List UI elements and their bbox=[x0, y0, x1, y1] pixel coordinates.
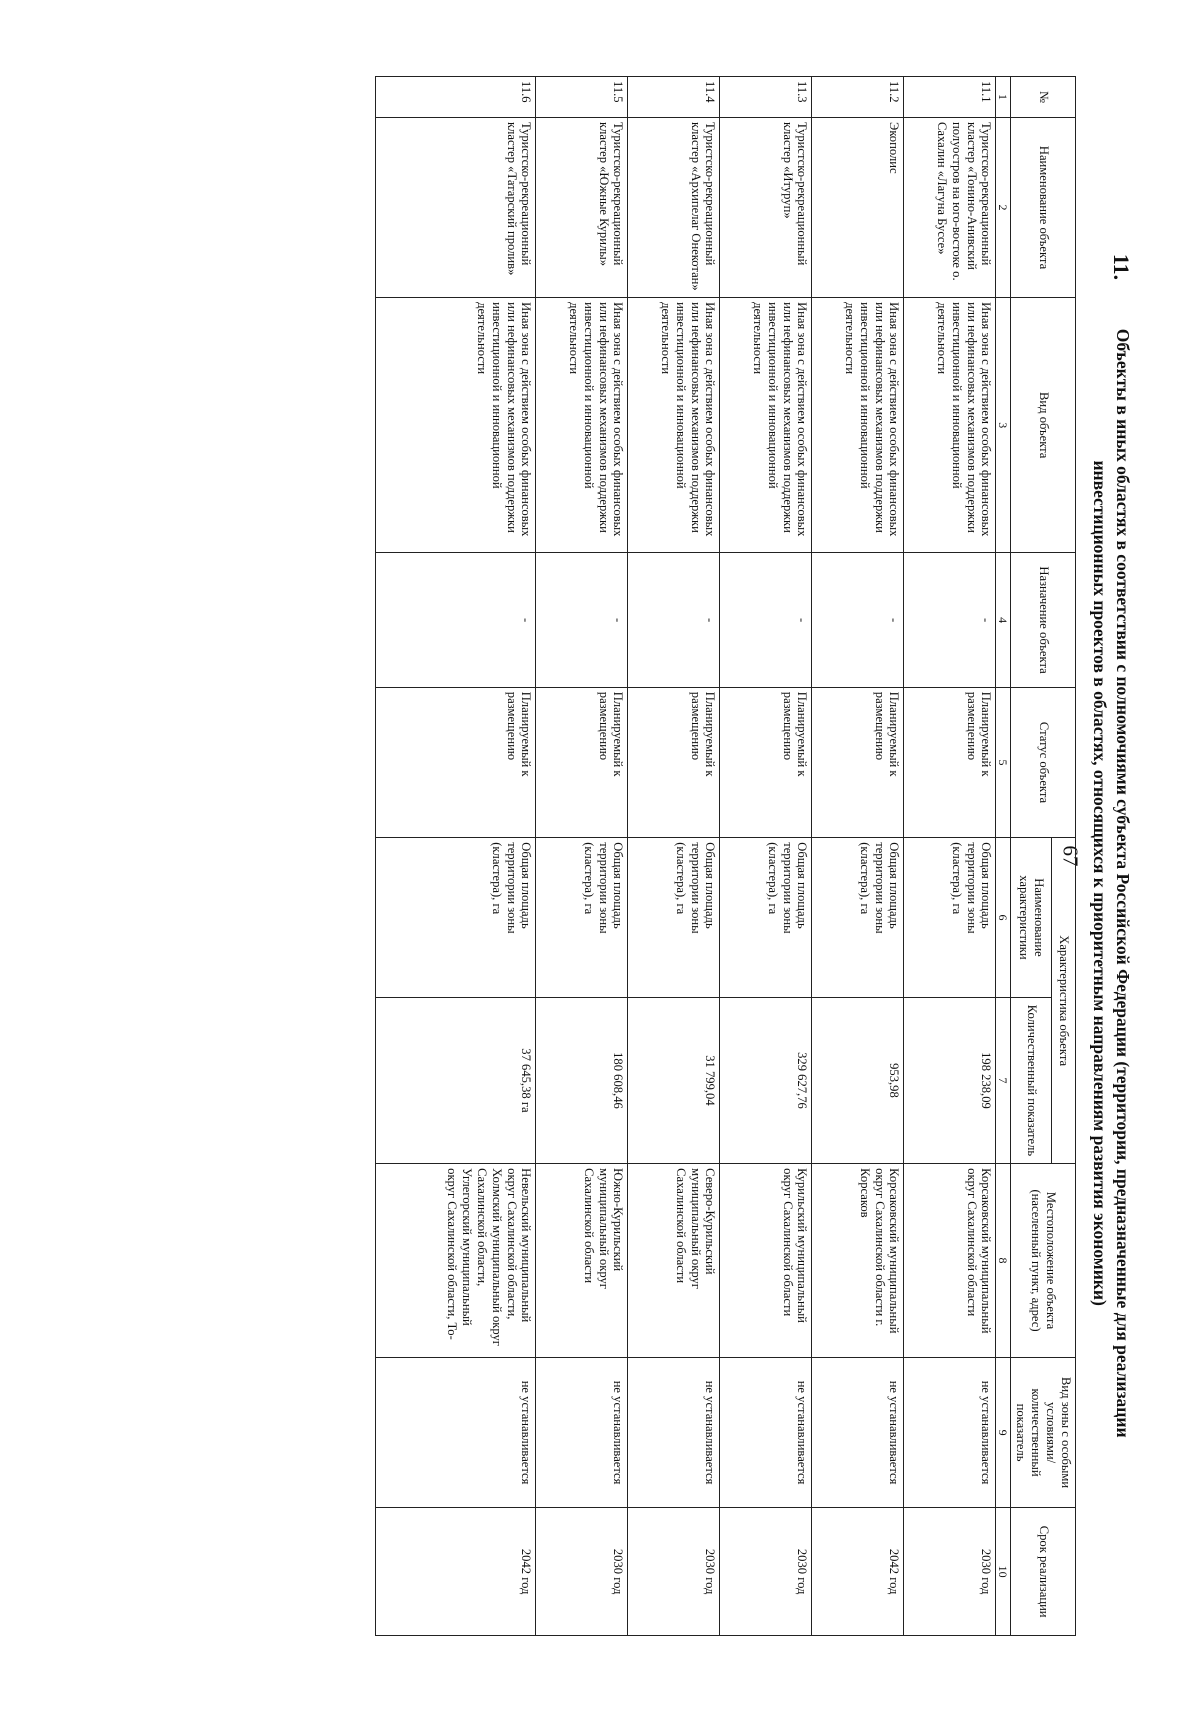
cell-term: 2030 год bbox=[720, 1508, 812, 1636]
cell-zone-type: не устанавливается bbox=[628, 1357, 720, 1507]
cell-location: Южно-Курильский муниципальный округ Сахалинской области bbox=[536, 1164, 628, 1358]
header-characteristic-group: Характеристика объекта bbox=[1052, 838, 1075, 1164]
table-row bbox=[720, 77, 812, 1636]
section-title: Объекты в иных областях в соответствии с полномочиями субъекта Российской Федерации (территории, предназначенные для реализации инвестиционных проектов в областях, относящихся к приоритетным направлениям развития экономики) bbox=[1089, 328, 1133, 1438]
cell-location: Корсаковский муниципальный округ Сахалинской области г. Корсаков bbox=[812, 1164, 904, 1358]
cell-quantity: 198 238,09 bbox=[904, 997, 996, 1163]
cell-zone-type: не устанавливается bbox=[904, 1357, 996, 1507]
cell-num: 11.3 bbox=[720, 77, 812, 118]
cell-kind: Иная зона с действием особых финансовых или нефинансовых механизмов поддержки инвестиционной и инновационной деятельности bbox=[720, 298, 812, 553]
cell-zone-type: не устанавливается bbox=[812, 1357, 904, 1507]
column-number: 2 bbox=[996, 118, 1011, 298]
table-row bbox=[376, 77, 536, 1636]
header-name: Наименование объекта bbox=[1011, 118, 1075, 298]
cell-char-name: Общая площадь территории зоны (кластера), га bbox=[720, 838, 812, 998]
cell-purpose: - bbox=[536, 553, 628, 687]
rotated-page-content bbox=[60, 46, 1140, 1666]
cell-name: Туристско-рекреационный кластер «Архипелаг Онекотан» bbox=[628, 118, 720, 298]
cell-status: Планируемый к размещению bbox=[720, 687, 812, 837]
cell-term: 2030 год bbox=[628, 1508, 720, 1636]
cell-kind: Иная зона с действием особых финансовых или нефинансовых механизмов поддержки инвестиционной и инновационной деятельности bbox=[628, 298, 720, 553]
header-char-name: Наименование характеристики bbox=[1011, 838, 1052, 998]
cell-num: 11.6 bbox=[376, 77, 536, 118]
cell-term: 2042 год bbox=[812, 1508, 904, 1636]
cell-status: Планируемый к размещению bbox=[628, 687, 720, 837]
header-num: № bbox=[1011, 77, 1075, 118]
cell-location: Курильский муниципальный округ Сахалинской области bbox=[720, 1164, 812, 1358]
column-number: 5 bbox=[996, 687, 1011, 837]
cell-purpose: - bbox=[812, 553, 904, 687]
cell-zone-type: не устанавливается bbox=[720, 1357, 812, 1507]
cell-kind: Иная зона с действием особых финансовых или нефинансовых механизмов поддержки инвестиционной и инновационной деятельности bbox=[376, 298, 536, 553]
cell-quantity: 329 627,76 bbox=[720, 997, 812, 1163]
cell-quantity: 37 645,38 га bbox=[376, 997, 536, 1163]
column-number: 4 bbox=[996, 553, 1011, 687]
cell-status: Планируемый к размещению bbox=[536, 687, 628, 837]
cell-quantity: 31 799,04 bbox=[628, 997, 720, 1163]
column-number: 8 bbox=[996, 1164, 1011, 1358]
cell-name: Экополис bbox=[812, 118, 904, 298]
column-number: 10 bbox=[996, 1508, 1011, 1636]
cell-name: Туристско-рекреационный кластер «Татарский пролив» bbox=[376, 118, 536, 298]
header-kind: Вид объекта bbox=[1011, 298, 1075, 553]
cell-kind: Иная зона с действием особых финансовых или нефинансовых механизмов поддержки инвестиционной и инновационной деятельности bbox=[536, 298, 628, 553]
header-quantity: Количественный показатель bbox=[1011, 997, 1052, 1163]
page-number: 67 bbox=[1058, 845, 1083, 867]
cell-kind: Иная зона с действием особых финансовых или нефинансовых механизмов поддержки инвестиционной и инновационной деятельности bbox=[904, 298, 996, 553]
column-number: 3 bbox=[996, 298, 1011, 553]
cell-purpose: - bbox=[720, 553, 812, 687]
table-header-row bbox=[1052, 77, 1075, 1636]
cell-num: 11.2 bbox=[812, 77, 904, 118]
header-zone-type: Вид зоны с особыми условиями/ количественный показатель bbox=[1011, 1357, 1075, 1507]
cell-term: 2030 год bbox=[536, 1508, 628, 1636]
column-number: 9 bbox=[996, 1357, 1011, 1507]
cell-status: Планируемый к размещению bbox=[904, 687, 996, 837]
header-status: Статус объекта bbox=[1011, 687, 1075, 837]
table-row bbox=[536, 77, 628, 1636]
cell-term: 2042 год bbox=[376, 1508, 536, 1636]
cell-num: 11.5 bbox=[536, 77, 628, 118]
header-location: Местоположение объекта (населенный пункт, адрес) bbox=[1011, 1164, 1075, 1358]
cell-kind: Иная зона с действием особых финансовых или нефинансовых механизмов поддержки инвестиционной и инновационной деятельности bbox=[812, 298, 904, 553]
cell-char-name: Общая площадь территории зоны (кластера), га bbox=[812, 838, 904, 998]
objects-table bbox=[375, 76, 1075, 1636]
section-number: 11. bbox=[1109, 253, 1134, 281]
header-term: Срок реализации bbox=[1011, 1508, 1075, 1636]
cell-name: Туристско-рекреационный кластер «Южные Курилы» bbox=[536, 118, 628, 298]
cell-char-name: Общая площадь территории зоны (кластера), га bbox=[628, 838, 720, 998]
cell-name: Туристско-рекреационный кластер «Итуруп» bbox=[720, 118, 812, 298]
cell-status: Планируемый к размещению bbox=[812, 687, 904, 837]
cell-location: Невельский муниципальный округ Сахалинской области, Холмский муниципальный округ Сахалинской области, Углегорский муниципальный округ Сахалинской области, То- bbox=[376, 1164, 536, 1358]
column-number: 7 bbox=[996, 997, 1011, 1163]
cell-char-name: Общая площадь территории зоны (кластера), га bbox=[536, 838, 628, 998]
cell-num: 11.1 bbox=[904, 77, 996, 118]
cell-purpose: - bbox=[904, 553, 996, 687]
cell-char-name: Общая площадь территории зоны (кластера), га bbox=[376, 838, 536, 998]
cell-term: 2030 год bbox=[904, 1508, 996, 1636]
column-numbers-row bbox=[996, 77, 1011, 1636]
table-row bbox=[812, 77, 904, 1636]
cell-zone-type: не устанавливается bbox=[376, 1357, 536, 1507]
cell-num: 11.4 bbox=[628, 77, 720, 118]
cell-location: Северо-Курильский муниципальный округ Сахалинской области bbox=[628, 1164, 720, 1358]
cell-quantity: 180 608,46 bbox=[536, 997, 628, 1163]
header-purpose: Назначение объекта bbox=[1011, 553, 1075, 687]
cell-quantity: 953,98 bbox=[812, 997, 904, 1163]
table-row bbox=[628, 77, 720, 1636]
cell-name: Туристско-рекреационный кластер «Тонино-Анивский полуостров на юго-востоке о. Сахалин «Лагуна Буссе» bbox=[904, 118, 996, 298]
cell-zone-type: не устанавливается bbox=[536, 1357, 628, 1507]
cell-purpose: - bbox=[376, 553, 536, 687]
table-row bbox=[904, 77, 996, 1636]
cell-location: Корсаковский муниципальный округ Сахалинской области bbox=[904, 1164, 996, 1358]
cell-purpose: - bbox=[628, 553, 720, 687]
cell-status: Планируемый к размещению bbox=[376, 687, 536, 837]
column-number: 6 bbox=[996, 838, 1011, 998]
section-heading bbox=[1088, 46, 1134, 1666]
cell-char-name: Общая площадь территории зоны (кластера), га bbox=[904, 838, 996, 998]
column-number: 1 bbox=[996, 77, 1011, 118]
